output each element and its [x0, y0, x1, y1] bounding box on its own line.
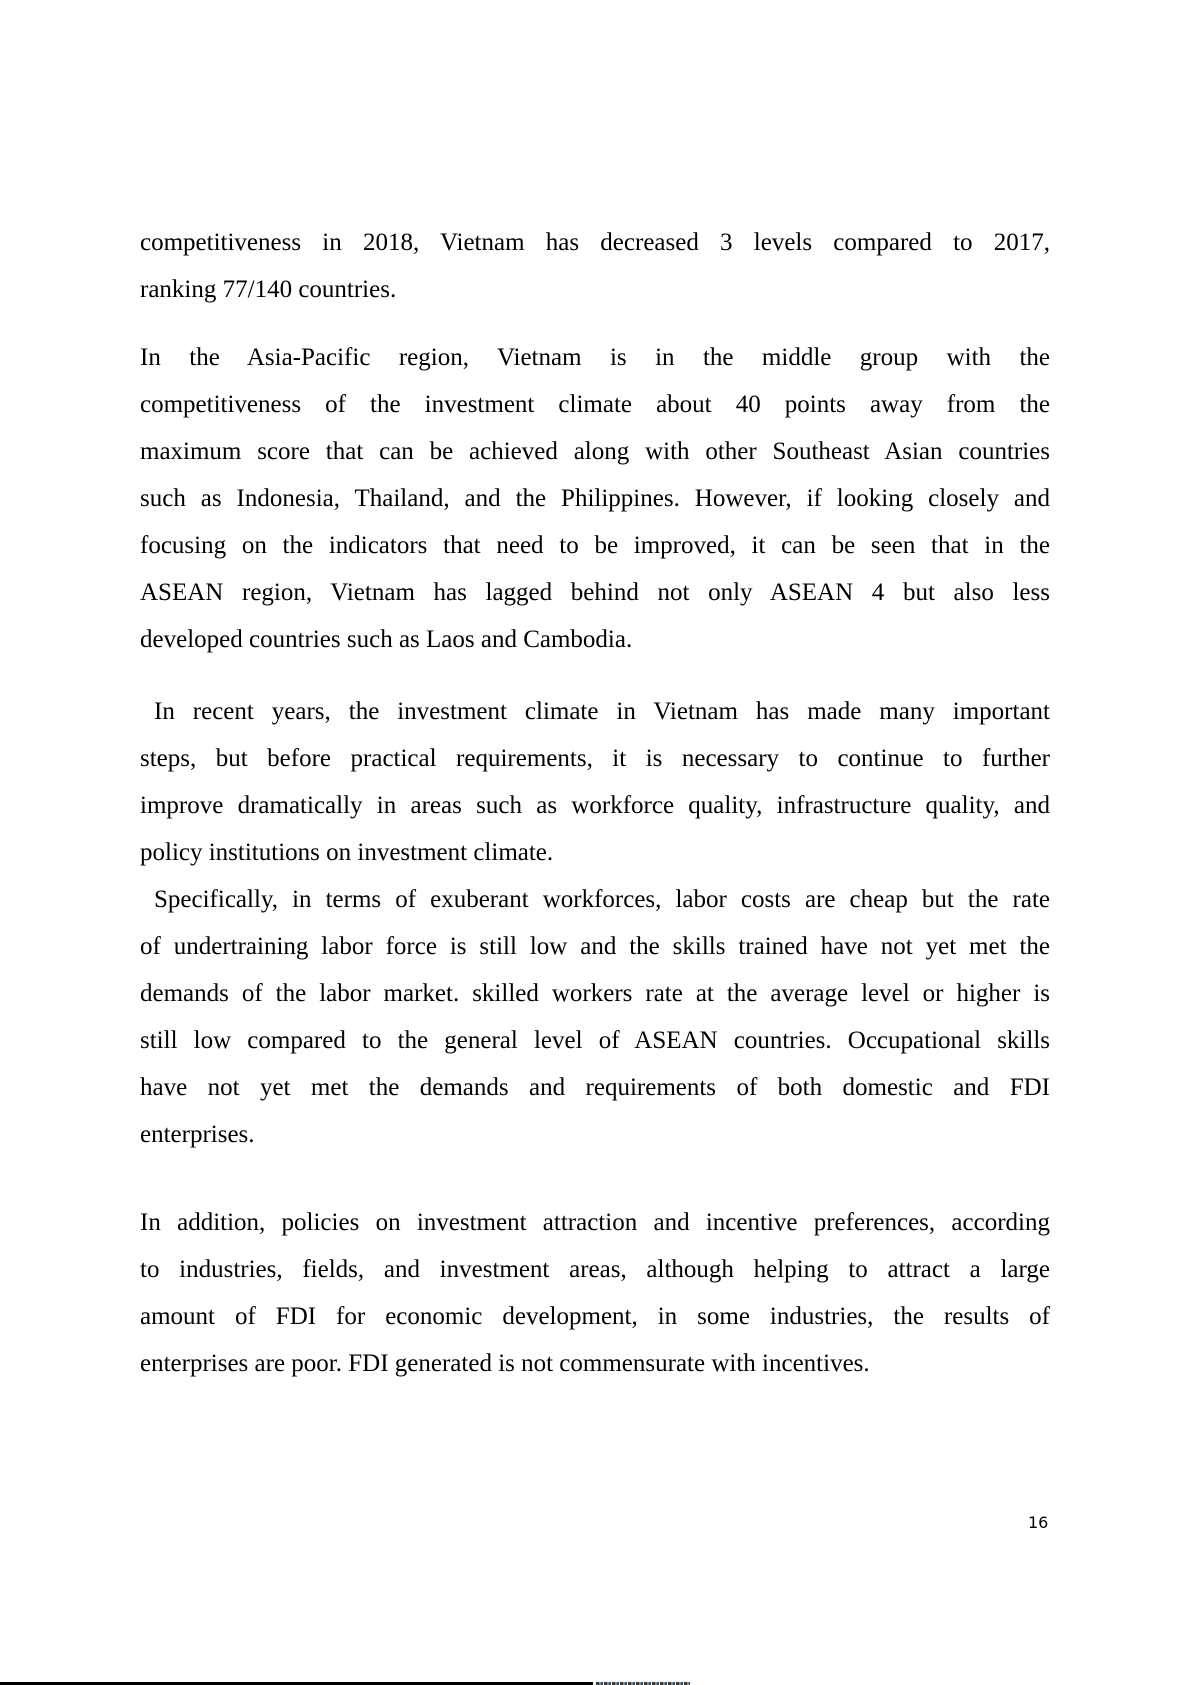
page-number: 16: [1028, 1513, 1049, 1532]
text-line: focusing on the indicators that need to be improved, it can be seen that in the: [140, 532, 1050, 559]
text-line: improve dramatically in areas such as workforce quality, infrastructure quality, and: [140, 792, 1050, 819]
text-line: ranking 77/140 countries.: [140, 276, 397, 303]
text-line: have not yet met the demands and requirements of both domestic and FDI: [140, 1074, 1050, 1101]
text-line: to industries, fields, and investment areas, although helping to attract a large: [140, 1256, 1050, 1283]
text-line: In the Asia-Pacific region, Vietnam is in the middle group with the: [140, 344, 1050, 371]
text-line: such as Indonesia, Thailand, and the Philippines. However, if looking closely and: [140, 485, 1050, 512]
text-line: developed countries such as Laos and Cambodia.: [140, 626, 633, 653]
text-line: still low compared to the general level of ASEAN countries. Occupational skills: [140, 1027, 1050, 1054]
text-line: competitiveness of the investment climate about 40 points away from the: [140, 391, 1050, 418]
text-line: In addition, policies on investment attraction and incentive preferences, according: [140, 1209, 1050, 1236]
text-line: In recent years, the investment climate in Vietnam has made many important: [154, 698, 1050, 725]
text-line: demands of the labor market. skilled workers rate at the average level or higher is: [140, 980, 1050, 1007]
text-line: Specifically, in terms of exuberant workforces, labor costs are cheap but the rate: [154, 886, 1050, 913]
text-line: enterprises are poor. FDI generated is not commensurate with incentives.: [140, 1350, 870, 1377]
text-line: enterprises.: [140, 1121, 255, 1148]
text-line: amount of FDI for economic development, in some industries, the results of: [140, 1303, 1050, 1330]
text-line: of undertraining labor force is still low and the skills trained have not yet met the: [140, 933, 1050, 960]
text-line: ASEAN region, Vietnam has lagged behind not only ASEAN 4 but also less: [140, 579, 1050, 606]
text-line: maximum score that can be achieved along with other Southeast Asian countries: [140, 438, 1050, 465]
text-line: steps, but before practical requirements, it is necessary to continue to further: [140, 745, 1050, 772]
text-line: competitiveness in 2018, Vietnam has decreased 3 levels compared to 2017,: [140, 229, 1050, 256]
text-line: policy institutions on investment climate.: [140, 839, 554, 866]
